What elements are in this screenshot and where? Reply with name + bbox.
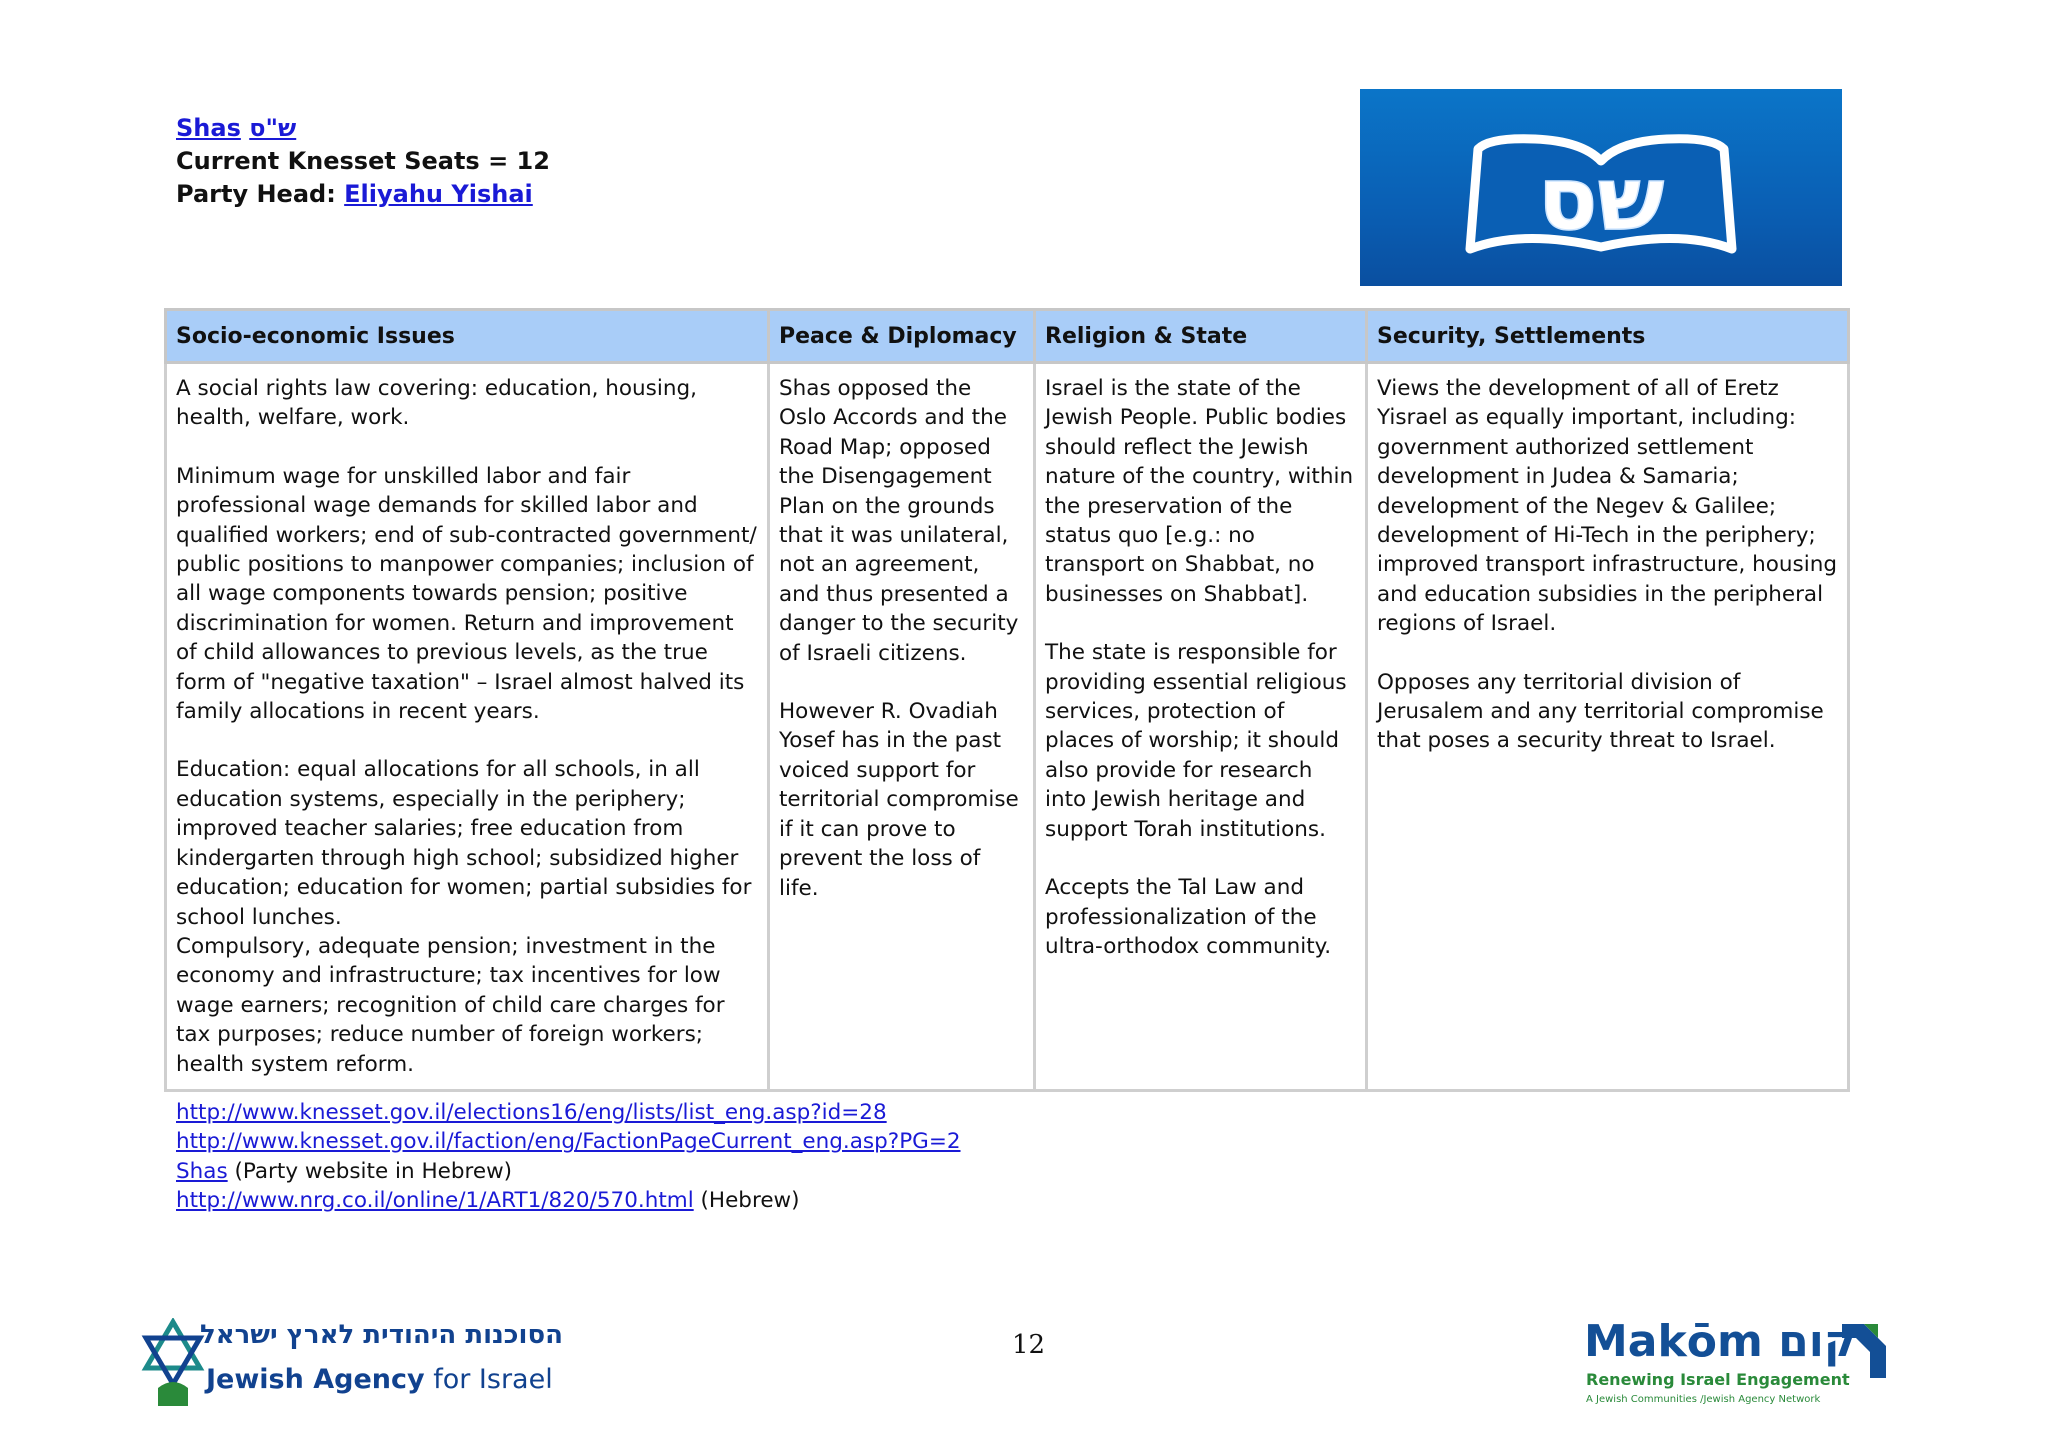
- paragraph: Shas opposed the Oslo Accords and the Road Map; opposed the Disengagement Plan on the grounds that it was unilateral, not an agreement, and thus presented a danger to the security of Israeli citizens.: [779, 376, 1019, 666]
- table-row: [166, 363, 1849, 1091]
- jewish-agency-logo: [138, 1318, 563, 1410]
- party-header: [176, 112, 550, 211]
- makom-logo: [1584, 1316, 1894, 1416]
- header-security-settlements: Security, Settlements: [1367, 310, 1849, 363]
- paragraph: Israel is the state of the Jewish People. Public bodies should reflect the Jewish nature of the country, within the preservation of the status quo [e.g.: no transport on Shabbat, no businesses on Shabbat].: [1045, 376, 1354, 607]
- shas-website-link[interactable]: Shas: [176, 1158, 228, 1184]
- makom-tagline: Renewing Israel Engagement: [1586, 1370, 1850, 1389]
- cell-peace-diplomacy: [769, 363, 1035, 1091]
- party-link[interactable]: Shas: [176, 114, 241, 142]
- paragraph: A social rights law covering: education, housing, health, welfare, work.: [176, 376, 697, 431]
- jewish-agency-for-israel: for Israel: [424, 1364, 553, 1395]
- nrg-article-link[interactable]: http://www.nrg.co.il/online/1/ART1/820/570.html: [176, 1188, 694, 1214]
- header-peace-diplomacy: Peace & Diplomacy: [769, 310, 1035, 363]
- table-header-row: [166, 310, 1849, 363]
- paragraph: Minimum wage for unskilled labor and fair professional wage demands for skilled labor and qualified workers; end of sub-contracted government/ public positions to manpower companies; inclusion of all wage components towards pension; positive discrimination for women. Return and improvement of child allowances to previous levels, as the true form of "negative taxation" – Israel almost halved its family allocations in recent years.: [176, 463, 757, 725]
- party-head-link[interactable]: Eliyahu Yishai: [344, 180, 533, 208]
- paragraph: Opposes any territorial division of Jerusalem and any territorial compromise that poses a security threat to Israel.: [1377, 669, 1824, 754]
- paragraph: However R. Ovadiah Yosef has in the past voiced support for territorial compromise if it can prove to prevent the loss of life.: [779, 699, 1019, 901]
- knesset-faction-link[interactable]: http://www.knesset.gov.il/faction/eng/FactionPageCurrent_eng.asp?PG=2: [176, 1129, 961, 1155]
- cell-socio-economic: [166, 363, 769, 1091]
- jewish-agency-english: [206, 1364, 553, 1395]
- jewish-agency-name: Jewish Agency: [206, 1364, 425, 1395]
- page-number: 12: [1012, 1330, 1046, 1360]
- knesset-lists-link[interactable]: http://www.knesset.gov.il/elections16/eng/lists/list_eng.asp?id=28: [176, 1100, 887, 1125]
- knesset-seats: Current Knesset Seats = 12: [176, 147, 550, 175]
- shas-logo-letters: שס: [1537, 147, 1665, 250]
- paragraph: The state is responsible for providing essential religious services, protection of places of worship; it should also provide for research into Jewish heritage and support Torah institutions.: [1045, 640, 1347, 842]
- paragraph: Compulsory, adequate pension; investment in the economy and infrastructure; tax incentives for low wage earners; recognition of child care charges for tax purposes; reduce number of foreign workers; health system reform.: [176, 933, 725, 1077]
- paragraph: Education: equal allocations for all schools, in all education systems, especially in the periphery; improved teacher salaries; free education from kindergarten through high school; subsidized higher education; education for women; partial subsidies for school lunches.: [176, 757, 752, 930]
- paragraph: Views the development of all of Eretz Yisrael as equally important, including: government authorized settlement development in Judea & Samaria; development of the Negev & Galilee; development of Hi-Tech in the periphery; improved transport infrastructure, housing and education subsidies in the peripheral regions of Israel.: [1377, 376, 1837, 637]
- party-hebrew-link[interactable]: ש"ס: [249, 114, 297, 142]
- header-socio-economic: Socio-economic Issues: [166, 310, 769, 363]
- cell-security-settlements: [1367, 363, 1849, 1091]
- shas-website-note: (Party website in Hebrew): [227, 1158, 513, 1184]
- party-head-label: Party Head:: [176, 180, 336, 208]
- paragraph: Accepts the Tal Law and professionalization of the ultra-orthodox community.: [1045, 875, 1332, 959]
- positions-table: [164, 308, 1850, 1092]
- nrg-article-note: (Hebrew): [693, 1188, 800, 1214]
- open-book-icon: [1360, 89, 1842, 286]
- makom-subtitle: A Jewish Communities /Jewish Agency Network: [1586, 1394, 1821, 1405]
- references-list: [176, 1098, 961, 1216]
- header-religion-state: Religion & State: [1035, 310, 1367, 363]
- cell-religion-state: [1035, 363, 1367, 1091]
- makom-title: Makōm קום: [1584, 1316, 1857, 1367]
- shas-logo: [1360, 89, 1842, 286]
- jewish-agency-hebrew: הסוכנות היהודית לארץ ישראל: [200, 1320, 563, 1350]
- star-of-david-icon: [138, 1318, 208, 1410]
